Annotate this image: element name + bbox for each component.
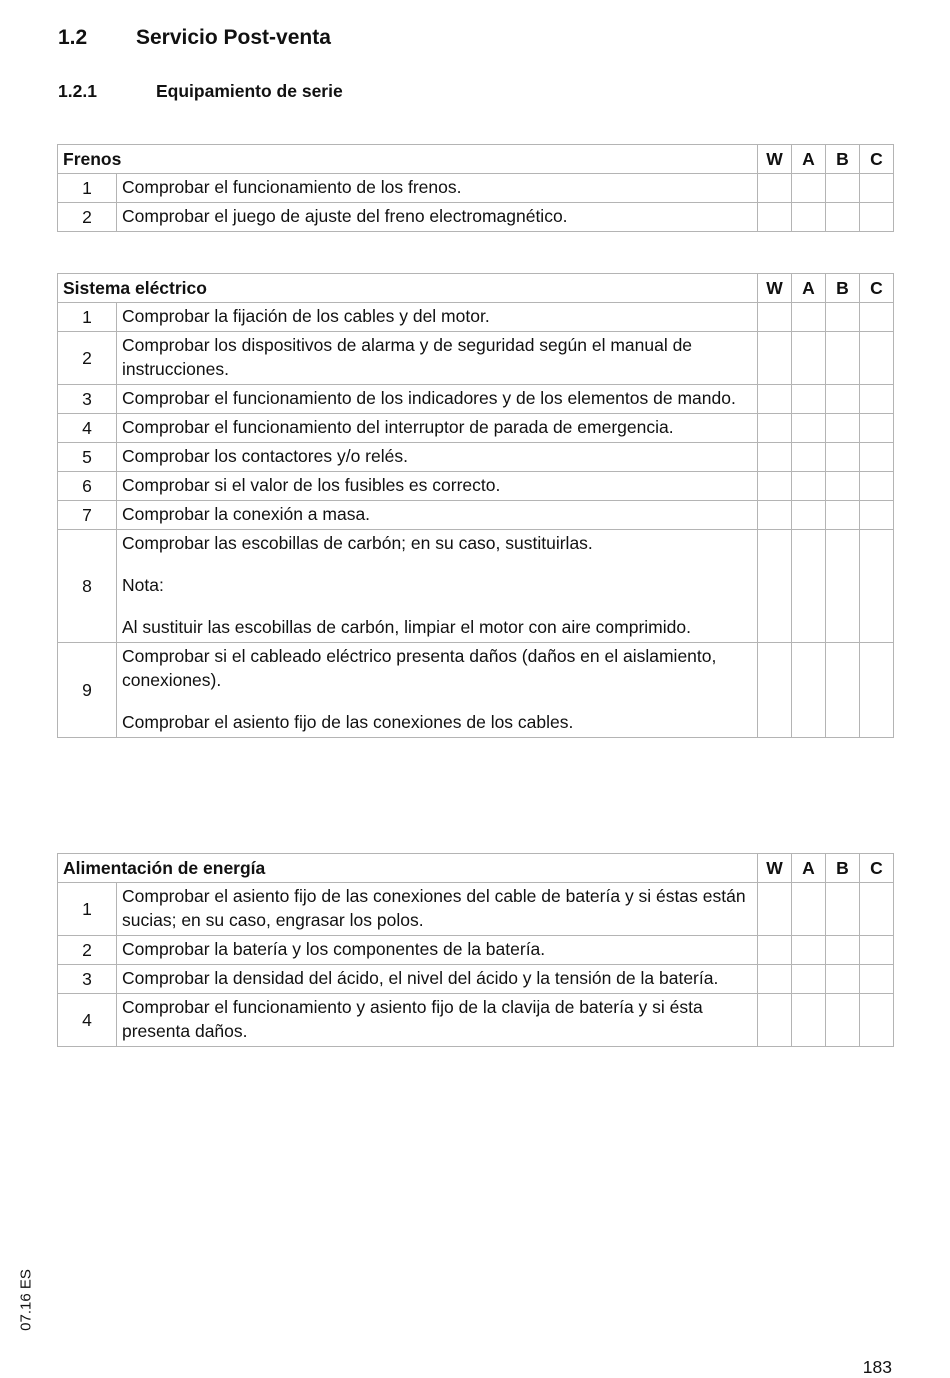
check-box-a[interactable] [792, 385, 826, 414]
checklist-row [58, 936, 894, 965]
check-box-c[interactable] [860, 501, 894, 530]
check-column-header: B [826, 274, 860, 303]
check-box-a[interactable] [792, 501, 826, 530]
row-description [117, 303, 758, 332]
checklist-row [58, 472, 894, 501]
checklist-row [58, 332, 894, 385]
check-box-w[interactable] [758, 443, 792, 472]
check-box-b[interactable] [826, 472, 860, 501]
description-text: Comprobar el funcionamiento de los frenos. [122, 177, 462, 197]
row-description [117, 965, 758, 994]
row-number: 1 [58, 883, 117, 936]
check-box-w[interactable] [758, 385, 792, 414]
description-text: Comprobar si el valor de los fusibles es correcto. [122, 475, 501, 495]
checklist-row [58, 501, 894, 530]
check-box-c[interactable] [860, 414, 894, 443]
check-box-b[interactable] [826, 443, 860, 472]
checklist-table-sistema-electrico [57, 273, 894, 738]
check-column-header: W [758, 854, 792, 883]
description-text: Comprobar el asiento fijo de las conexiones del cable de batería y si éstas están sucias; en su caso, engrasar los polos. [122, 886, 746, 930]
check-box-c[interactable] [860, 472, 894, 501]
check-box-c[interactable] [860, 332, 894, 385]
check-box-a[interactable] [792, 883, 826, 936]
check-box-b[interactable] [826, 883, 860, 936]
check-box-w[interactable] [758, 174, 792, 203]
checklist-row [58, 643, 894, 738]
check-box-a[interactable] [792, 530, 826, 643]
row-number: 3 [58, 965, 117, 994]
check-box-b[interactable] [826, 414, 860, 443]
check-column-header: C [860, 274, 894, 303]
description-text: Comprobar si el cableado eléctrico presenta daños (daños en el aislamiento, conexiones). [122, 646, 717, 690]
checklist-row [58, 385, 894, 414]
row-description [117, 203, 758, 232]
check-column-header: C [860, 854, 894, 883]
check-box-b[interactable] [826, 965, 860, 994]
check-box-w[interactable] [758, 303, 792, 332]
row-description [117, 530, 758, 643]
section-number: 1.2 [58, 26, 88, 49]
check-box-c[interactable] [860, 203, 894, 232]
row-description [117, 332, 758, 385]
check-box-w[interactable] [758, 472, 792, 501]
row-number: 6 [58, 472, 117, 501]
check-box-c[interactable] [860, 530, 894, 643]
checklist-row [58, 303, 894, 332]
check-box-a[interactable] [792, 472, 826, 501]
description-text: Comprobar la batería y los componentes de la batería. [122, 939, 546, 959]
check-column-header: C [860, 145, 894, 174]
check-box-b[interactable] [826, 936, 860, 965]
check-box-a[interactable] [792, 936, 826, 965]
edition-label-text: 07.16 ES [17, 1268, 35, 1331]
check-box-c[interactable] [860, 385, 894, 414]
subsection-title: Equipamiento de serie [156, 81, 343, 101]
check-column-header: B [826, 854, 860, 883]
check-box-a[interactable] [792, 174, 826, 203]
checklist-table-frenos [57, 144, 894, 232]
check-box-w[interactable] [758, 883, 792, 936]
row-number: 2 [58, 936, 117, 965]
table-header-row [58, 145, 894, 174]
section-title: Alimentación de energía [58, 854, 758, 883]
description-text: Nota: [122, 575, 164, 595]
check-column-header: W [758, 145, 792, 174]
check-box-w[interactable] [758, 643, 792, 738]
description-text: Al sustituir las escobillas de carbón, limpiar el motor con aire comprimido. [122, 617, 691, 637]
check-box-a[interactable] [792, 994, 826, 1047]
description-text: Comprobar la densidad del ácido, el nivel del ácido y la tensión de la batería. [122, 968, 719, 988]
row-description [117, 472, 758, 501]
row-description [117, 414, 758, 443]
table-header-row [58, 274, 894, 303]
check-box-c[interactable] [860, 936, 894, 965]
description-text: Comprobar el funcionamiento del interruptor de parada de emergencia. [122, 417, 674, 437]
checklist-row [58, 994, 894, 1047]
description-text: Comprobar el juego de ajuste del freno electromagnético. [122, 206, 568, 226]
check-box-a[interactable] [792, 414, 826, 443]
checklist-table-alimentacion-energia [57, 853, 894, 1047]
row-description [117, 936, 758, 965]
check-box-a[interactable] [792, 203, 826, 232]
check-box-b[interactable] [826, 385, 860, 414]
section-title: Sistema eléctrico [58, 274, 758, 303]
description-text: Comprobar los contactores y/o relés. [122, 446, 408, 466]
description-text: Comprobar las escobillas de carbón; en su caso, sustituirlas. [122, 533, 593, 553]
description-text: Comprobar el funcionamiento y asiento fijo de la clavija de batería y si ésta presenta daños. [122, 997, 703, 1041]
row-number: 4 [58, 994, 117, 1047]
checklist-row [58, 414, 894, 443]
row-number: 3 [58, 385, 117, 414]
description-text: Comprobar la fijación de los cables y del motor. [122, 306, 490, 326]
check-box-a[interactable] [792, 965, 826, 994]
row-description [117, 994, 758, 1047]
page-number: 183 [862, 1357, 892, 1377]
subsection-number: 1.2.1 [58, 81, 97, 101]
check-box-w[interactable] [758, 414, 792, 443]
section-title: Servicio Post-venta [136, 26, 331, 49]
row-number: 2 [58, 332, 117, 385]
check-box-a[interactable] [792, 332, 826, 385]
row-description [117, 443, 758, 472]
check-box-w[interactable] [758, 530, 792, 643]
row-description [117, 643, 758, 738]
section-title: Frenos [58, 145, 758, 174]
edition-label [16, 1262, 36, 1337]
checklist-row [58, 530, 894, 643]
row-number: 7 [58, 501, 117, 530]
check-box-w[interactable] [758, 203, 792, 232]
check-box-w[interactable] [758, 332, 792, 385]
description-text: Comprobar los dispositivos de alarma y de seguridad según el manual de instrucciones. [122, 335, 693, 379]
row-number: 5 [58, 443, 117, 472]
check-box-b[interactable] [826, 501, 860, 530]
checklist-row [58, 883, 894, 936]
checklist-row [58, 203, 894, 232]
check-box-b[interactable] [826, 994, 860, 1047]
check-box-b[interactable] [826, 203, 860, 232]
row-number: 8 [58, 530, 117, 643]
check-box-c[interactable] [860, 643, 894, 738]
section-heading [58, 26, 331, 50]
check-column-header: B [826, 145, 860, 174]
check-box-c[interactable] [860, 174, 894, 203]
checklist-row [58, 443, 894, 472]
description-text: Comprobar la conexión a masa. [122, 504, 371, 524]
check-box-c[interactable] [860, 965, 894, 994]
check-column-header: A [792, 854, 826, 883]
check-box-w[interactable] [758, 965, 792, 994]
check-box-a[interactable] [792, 443, 826, 472]
check-box-w[interactable] [758, 994, 792, 1047]
check-box-w[interactable] [758, 501, 792, 530]
check-box-b[interactable] [826, 174, 860, 203]
checklist-row [58, 965, 894, 994]
check-box-b[interactable] [826, 332, 860, 385]
check-box-b[interactable] [826, 530, 860, 643]
check-column-header: A [792, 274, 826, 303]
row-number: 1 [58, 303, 117, 332]
check-box-c[interactable] [860, 303, 894, 332]
check-column-header: A [792, 145, 826, 174]
check-column-header: W [758, 274, 792, 303]
check-box-b[interactable] [826, 303, 860, 332]
table-header-row [58, 854, 894, 883]
check-box-c[interactable] [860, 883, 894, 936]
checklist-row [58, 174, 894, 203]
check-box-c[interactable] [860, 994, 894, 1047]
check-box-w[interactable] [758, 936, 792, 965]
row-number: 9 [58, 643, 117, 738]
description-text: Comprobar el funcionamiento de los indicadores y de los elementos de mando. [122, 388, 736, 408]
description-text: Comprobar el asiento fijo de las conexiones de los cables. [122, 712, 574, 732]
subsection-heading [58, 81, 343, 102]
row-description [117, 385, 758, 414]
row-number: 2 [58, 203, 117, 232]
check-box-c[interactable] [860, 443, 894, 472]
row-description [117, 883, 758, 936]
check-box-a[interactable] [792, 303, 826, 332]
check-box-a[interactable] [792, 643, 826, 738]
row-number: 4 [58, 414, 117, 443]
row-description [117, 501, 758, 530]
row-number: 1 [58, 174, 117, 203]
check-box-b[interactable] [826, 643, 860, 738]
row-description [117, 174, 758, 203]
